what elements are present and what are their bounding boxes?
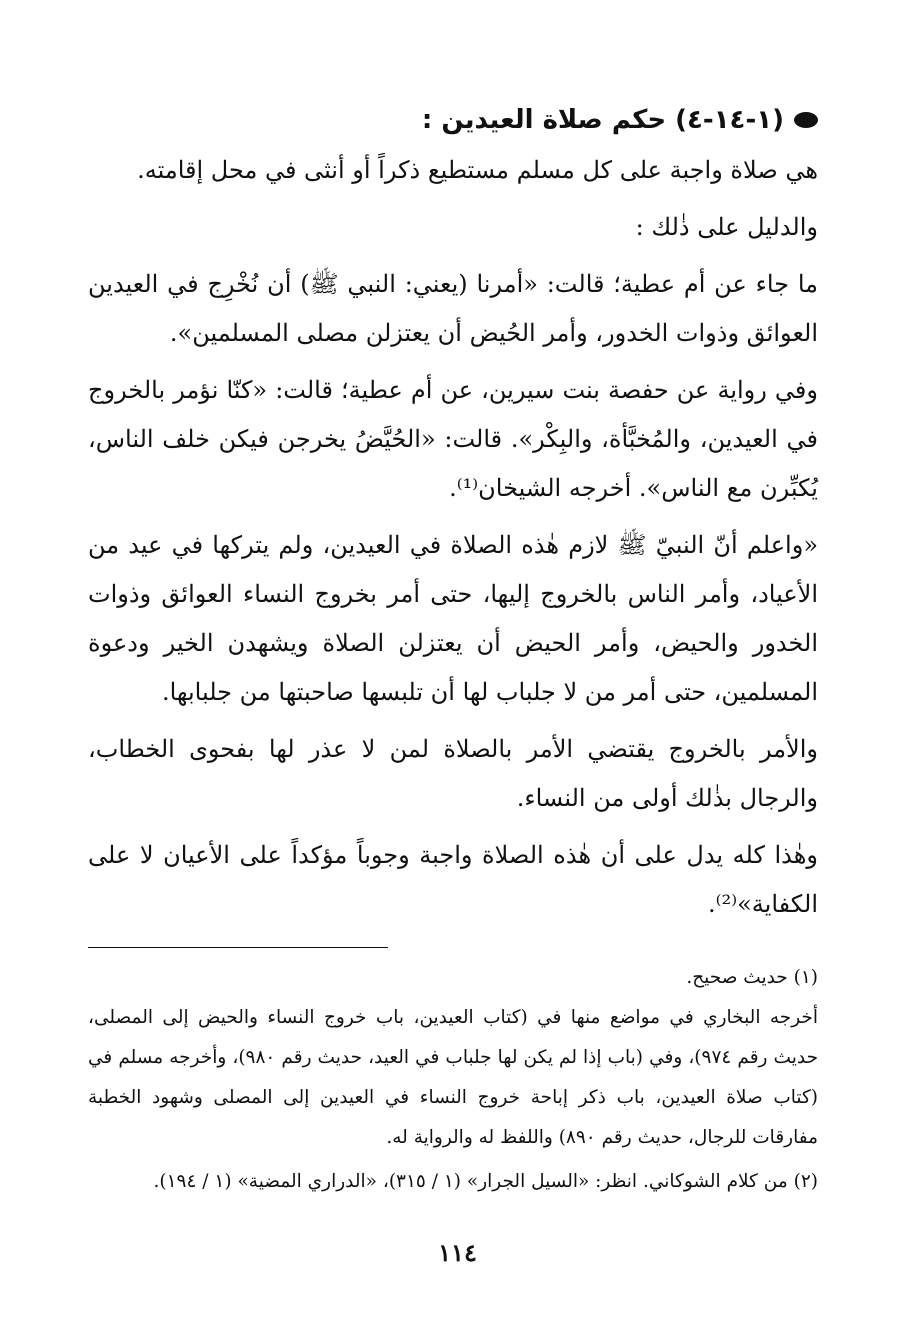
footnote-2: (٢) من كلام الشوكاني. انظر: «السيل الجرار» (١ / ٣١٥)، «الدراري المضية» (١ / ١٩٤). — [153, 1171, 818, 1192]
footnote-1: (١) حديث صحيح. — [686, 967, 818, 988]
paragraph-conclusion: وهٰذا كله يدل على أن هٰذه الصلاة واجبة وجوباً مؤكداً على الأعيان لا على الكفاية»⁽²⁾. — [88, 841, 818, 918]
footnote-divider — [88, 947, 388, 948]
page-body — [88, 100, 818, 1202]
paragraph-ruling: هي صلاة واجبة على كل مسلم مستطيع ذكراً أو أنثى في محل إقامته. — [137, 156, 818, 184]
section-heading — [88, 100, 818, 140]
paragraph-hafsa-narration: وفي رواية عن حفصة بنت سيرين، عن أم عطية؛ قالت: «كنّا نؤمر بالخروج في العيدين، والمُخبَّأة، والبِكْر». قالت: «الحُيَّضُ يخرجن فيكن خلف الناس، يُكبِّرن مع الناس». أخرجه الشيخان⁽¹⁾. — [88, 376, 818, 502]
paragraph-hadith-umm-atiyya: ما جاء عن أم عطية؛ قالت: «أمرنا (يعني: النبي ﷺ) أن نُخْرِج في العيدين العوائق وذوات الخدور، وأمر الحُيض أن يعتزلن مصلى المسلمين». — [88, 270, 818, 347]
paragraph-command-going-out: والأمر بالخروج يقتضي الأمر بالصلاة لمن لا عذر لها بفحوى الخطاب، والرجال بذٰلك أولى من النساء. — [88, 735, 818, 812]
paragraph-evidence-intro: والدليل على ذٰلك : — [635, 213, 818, 241]
footnote-1-details: أخرجه البخاري في مواضع منها في (كتاب العيدين، باب خروج النساء والحيض إلى المصلى، حديث رقم ٩٧٤)، وفي (باب إذا لم يكن لها جلباب في العيد، حديث رقم ٩٨٠)، وأخرجه مسلم في (كتاب صلاة العيدين، باب ذكر إباحة خروج النساء في العيدين إلى المصلى وشهود الخطبة مفارقات للرجال، حديث رقم ٨٩٠) واللفظ له والرواية له. — [88, 1007, 819, 1148]
heading-text: (١-١٤-٤) حكم صلاة العيدين : — [421, 105, 784, 135]
bullet-icon — [794, 112, 818, 128]
paragraph-quote-know: «واعلم أنّ النبيّ ﷺ لازم هٰذه الصلاة في العيدين، ولم يتركها في عيد من الأعياد، وأمر الناس بالخروج إليها، حتى أمر بخروج النساء العوائق وذوات الخدور والحيض، وأمر الحيض أن يعتزلن الصلاة ويشهدن الخير ودعوة المسلمين، حتى أمر من لا جلباب لها أن تلبسها صاحبتها من جلبابها. — [88, 531, 818, 706]
page-number: ١١٤ — [438, 1238, 477, 1267]
